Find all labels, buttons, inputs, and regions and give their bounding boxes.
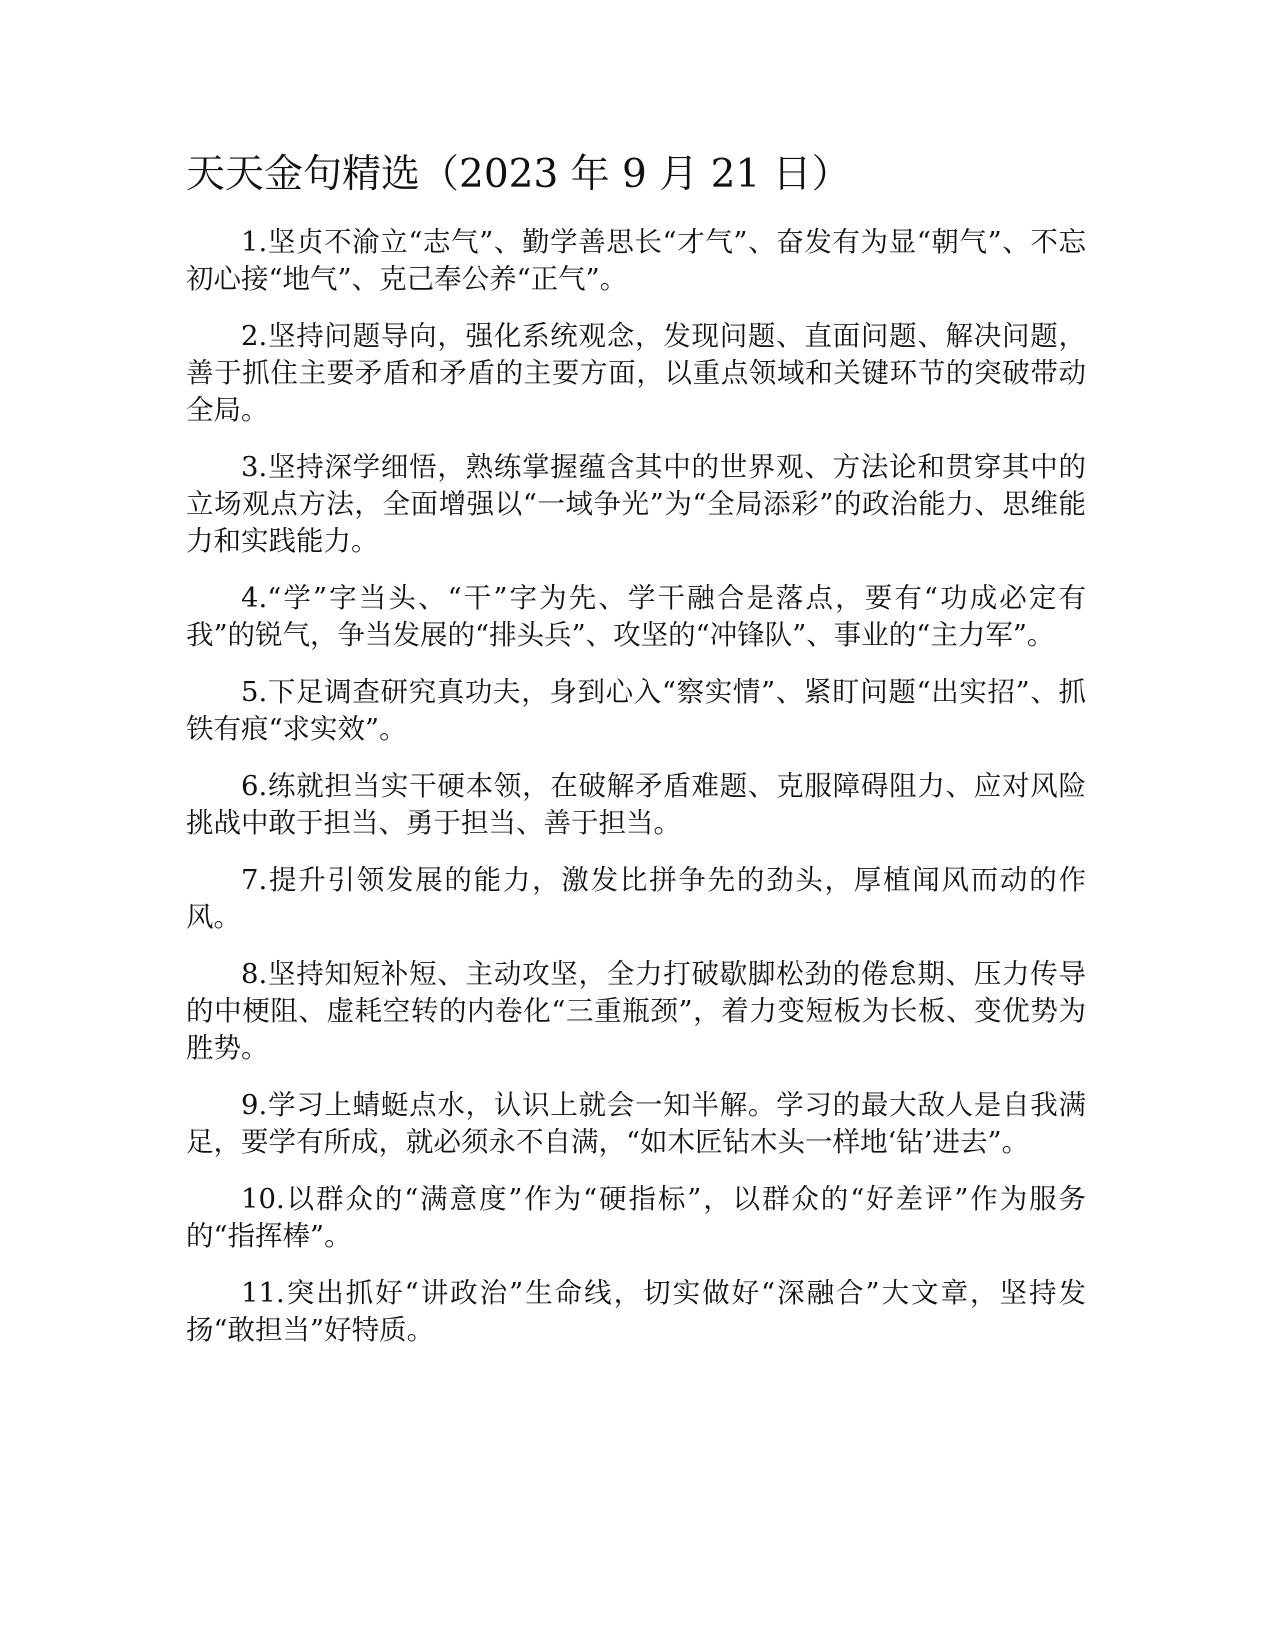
quote-item-11: 11.突出抓好“讲政治”生命线，切实做好“深融合”大文章，坚持发扬“敢担当”好特质。 <box>186 1277 1086 1346</box>
document-title: 天天金句精选（2023 年 9 月 21 日） <box>186 152 851 197</box>
quote-item-7: 7.提升引领发展的能力，激发比拼争先的劲头，厚植闻风而动的作风。 <box>186 864 1086 933</box>
quote-item-6: 6.练就担当实干硬本领，在破解矛盾难题、克服障碍阻力、应对风险挑战中敢于担当、勇于担当、善于担当。 <box>186 770 1086 839</box>
quote-item-9: 9.学习上蜻蜓点水，认识上就会一知半解。学习的最大敌人是自我满足，要学有所成，就必须永不自满，“如木匠钻木头一样地‘钻’进去”。 <box>186 1089 1086 1158</box>
quote-list <box>186 224 1086 1369</box>
quote-item-2: 2.坚持问题导向，强化系统观念，发现问题、直面问题、解决问题，善于抓住主要矛盾和矛盾的主要方面，以重点领域和关键环节的突破带动全局。 <box>186 320 1086 426</box>
quote-item-3: 3.坚持深学细悟，熟练掌握蕴含其中的世界观、方法论和贯穿其中的立场观点方法，全面增强以“一域争光”为“全局添彩”的政治能力、思维能力和实践能力。 <box>186 451 1086 557</box>
quote-item-4: 4.“学”字当头、“干”字为先、学干融合是落点，要有“功成必定有我”的锐气，争当发展的“排头兵”、攻坚的“冲锋队”、事业的“主力军”。 <box>186 582 1086 651</box>
quote-item-5: 5.下足调查研究真功夫，身到心入“察实情”、紧盯问题“出实招”、抓铁有痕“求实效”。 <box>186 676 1086 745</box>
quote-item-8: 8.坚持知短补短、主动攻坚，全力打破歇脚松劲的倦怠期、压力传导的中梗阻、虚耗空转的内卷化“三重瓶颈”，着力变短板为长板、变优势为胜势。 <box>186 958 1086 1064</box>
quote-item-10: 10.以群众的“满意度”作为“硬指标”，以群众的“好差评”作为服务的“指挥棒”。 <box>186 1183 1086 1252</box>
quote-item-1: 1.坚贞不渝立“志气”、勤学善思长“才气”、奋发有为显“朝气”、不忘初心接“地气”、克己奉公养“正气”。 <box>186 226 1086 295</box>
